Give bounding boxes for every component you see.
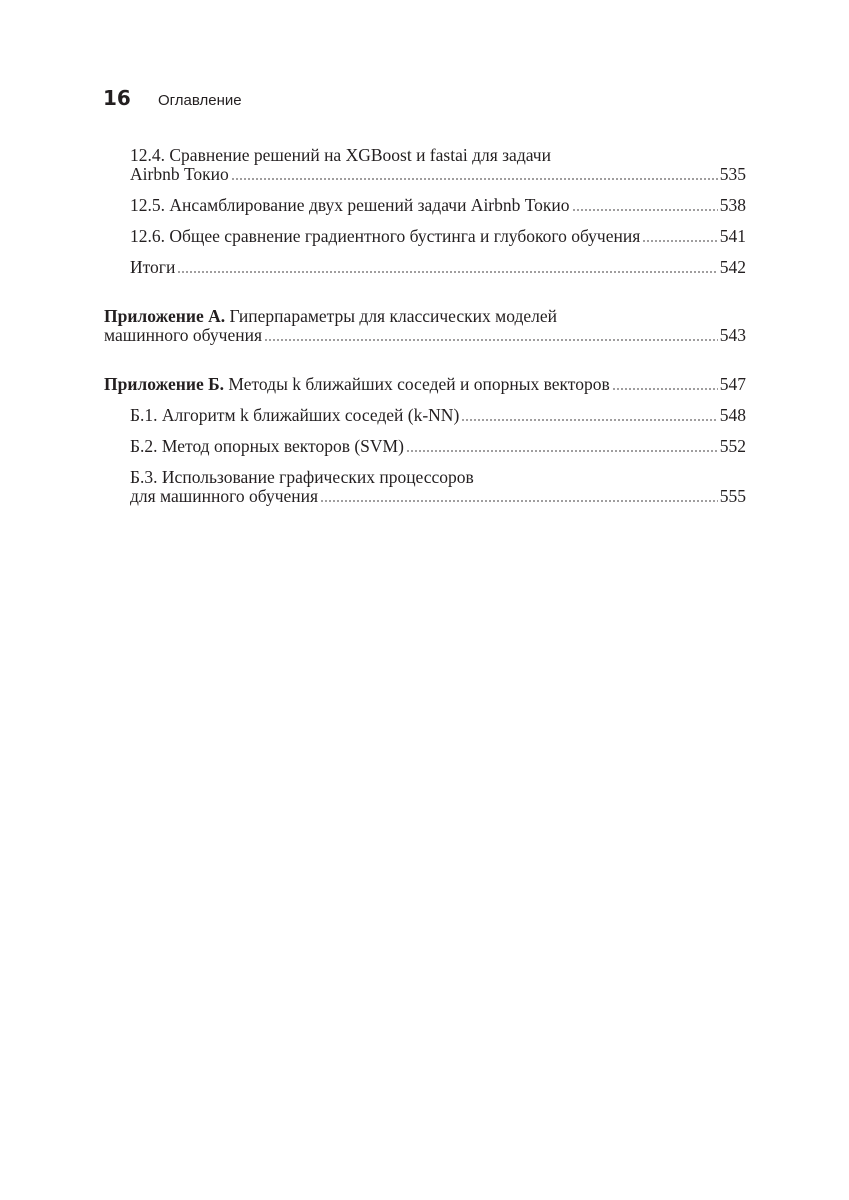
toc-entry-title: Airbnb Токио [130, 164, 229, 184]
dot-leader [572, 209, 718, 211]
dot-leader [406, 450, 718, 452]
toc-page-number: 543 [719, 325, 746, 345]
table-of-contents [104, 146, 746, 518]
toc-entry-title: Итоги [130, 257, 176, 277]
toc-entry[interactable] [104, 146, 746, 184]
dot-leader [231, 178, 718, 180]
toc-entry[interactable] [104, 258, 746, 277]
toc-entry-title: Б.3. Использование графических процессоров [130, 467, 474, 487]
toc-page-number: 552 [719, 436, 746, 456]
toc-page-number: 535 [719, 164, 746, 184]
toc-entry[interactable] [104, 196, 746, 215]
toc-entry-title: Б.2. Метод опорных векторов (SVM) [130, 436, 404, 456]
toc-entry[interactable] [104, 375, 746, 394]
dot-leader [612, 388, 718, 390]
toc-entry-title: 12.5. Ансамблирование двух решений задачи Airbnb Токио [130, 195, 570, 215]
dot-leader [320, 500, 718, 502]
toc-entry-title: Гиперпараметры для классических моделей [225, 306, 558, 326]
toc-entry[interactable] [104, 307, 746, 345]
toc-entry[interactable] [104, 227, 746, 246]
toc-entry-prefix: Приложение Б. [104, 374, 225, 394]
toc-page-number: 547 [719, 374, 746, 394]
toc-entry-title: 12.6. Общее сравнение градиентного бустинга и глубокого обучения [130, 226, 641, 246]
toc-entry[interactable] [104, 437, 746, 456]
toc-entry-title: Б.1. Алгоритм k ближайших соседей (k-NN) [130, 405, 460, 425]
toc-entry-title: 12.4. Сравнение решений на XGBoost и fastai для задачи [130, 145, 551, 165]
dot-leader [177, 271, 717, 273]
running-title: Оглавление [158, 92, 242, 109]
toc-entry[interactable] [104, 406, 746, 425]
toc-entry[interactable] [104, 468, 746, 506]
dot-leader [642, 240, 717, 242]
toc-page-number: 538 [719, 195, 746, 215]
toc-entry-title: Методы k ближайших соседей и опорных векторов [224, 374, 610, 394]
running-header [103, 86, 242, 110]
toc-page-number: 541 [719, 226, 746, 246]
dot-leader [461, 419, 717, 421]
dot-leader [264, 339, 718, 341]
toc-entry-title: для машинного обучения [130, 486, 319, 506]
toc-page-number: 542 [719, 257, 746, 277]
toc-entry-prefix: Приложение А. [104, 306, 226, 326]
toc-page-number: 555 [719, 486, 746, 506]
toc-entry-title: машинного обучения [104, 325, 262, 345]
page-number: 16 [103, 86, 131, 110]
toc-page-number: 548 [719, 405, 746, 425]
